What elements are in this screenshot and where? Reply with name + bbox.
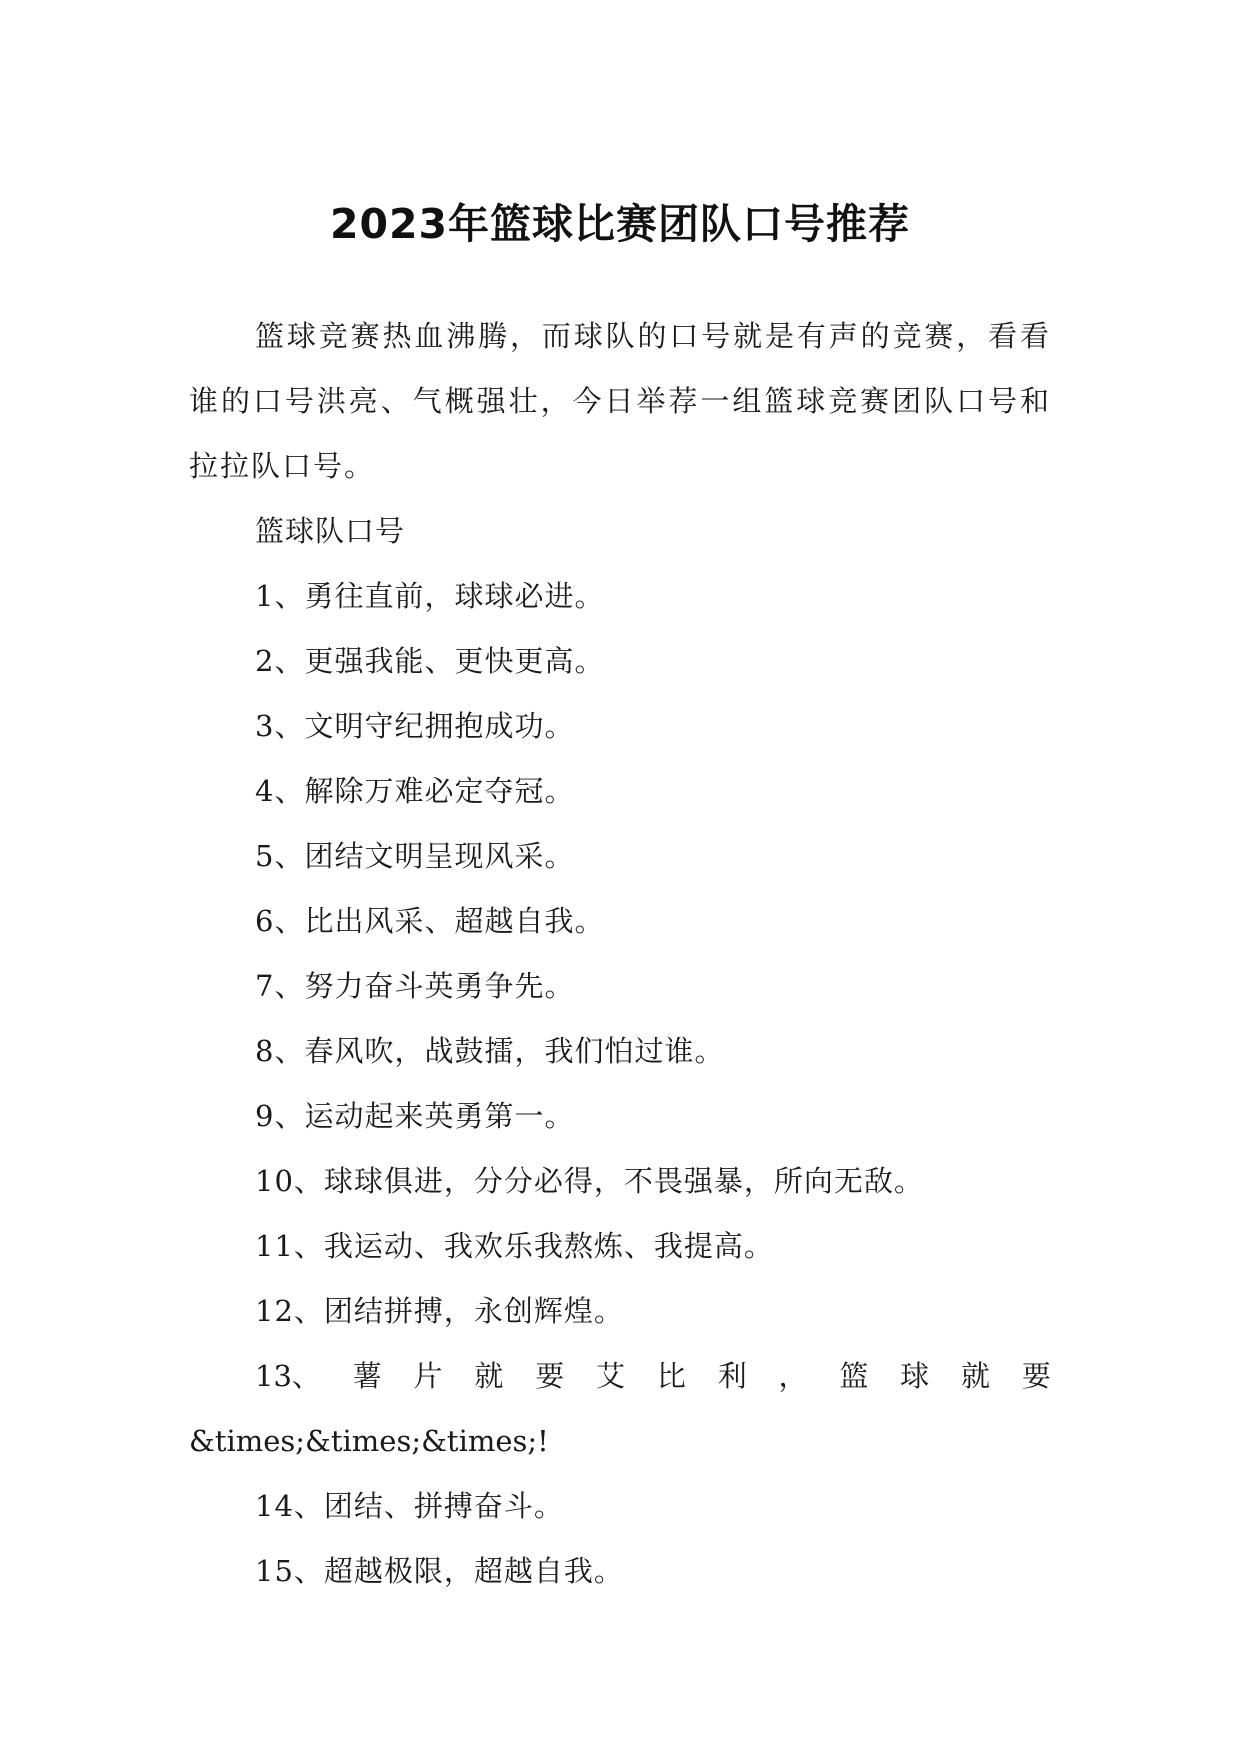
slogan-item: 3、文明守纪拥抱成功。 bbox=[255, 709, 575, 743]
slogan-item: 6、比出风采、超越自我。 bbox=[255, 904, 605, 938]
slogan-13-continuation: &times;&times;&times;! bbox=[189, 1424, 549, 1458]
slogan-item: 7、努力奋斗英勇争先。 bbox=[255, 969, 575, 1003]
slogan-13-part: 片 bbox=[413, 1359, 443, 1393]
page-title: 2023年篮球比赛团队口号推荐 bbox=[329, 200, 911, 248]
slogan-item: 11、我运动、我欢乐我熬炼、我提高。 bbox=[255, 1229, 774, 1263]
slogan-13-part: ， bbox=[778, 1359, 808, 1393]
slogan-item: 10、球球俱进，分分必得，不畏强暴，所向无敌。 bbox=[255, 1164, 924, 1198]
slogan-item: 4、解除万难必定夺冠。 bbox=[255, 774, 575, 808]
slogan-13-part: 球 bbox=[900, 1359, 930, 1393]
slogan-13-part: 利 bbox=[717, 1359, 747, 1393]
slogan-list bbox=[189, 564, 1051, 1279]
document-body bbox=[189, 304, 1051, 1604]
slogan-item-14: 14、团结、拼搏奋斗。 bbox=[255, 1489, 564, 1523]
slogan-item-13 bbox=[189, 1344, 1051, 1409]
slogan-13-part: 要 bbox=[1021, 1359, 1051, 1393]
intro-paragraph: 篮球竞赛热血沸腾，而球队的口号就是有声的竞赛，看看谁的口号洪亮、气概强壮，今日举荐一组篮球竞赛团队口号和拉拉队口号。 bbox=[189, 319, 1051, 483]
slogan-item: 2、更强我能、更快更高。 bbox=[255, 644, 605, 678]
slogan-13-part: 就 bbox=[961, 1359, 991, 1393]
slogan-13-part: 薯 bbox=[352, 1359, 382, 1393]
slogan-item-12: 12、团结拼搏，永创辉煌。 bbox=[255, 1294, 624, 1328]
slogan-13-part: 就 bbox=[474, 1359, 504, 1393]
slogan-13-part: 篮 bbox=[839, 1359, 869, 1393]
section-heading: 篮球队口号 bbox=[255, 514, 406, 548]
slogan-item: 5、团结文明呈现风采。 bbox=[255, 839, 575, 873]
slogan-item-15: 15、超越极限，超越自我。 bbox=[255, 1554, 624, 1588]
slogan-13-part: 要 bbox=[535, 1359, 565, 1393]
slogan-item: 9、运动起来英勇第一。 bbox=[255, 1099, 575, 1133]
slogan-item: 8、春风吹，战鼓擂，我们怕过谁。 bbox=[255, 1034, 725, 1068]
slogan-13-part: 比 bbox=[656, 1359, 686, 1393]
slogan-13-part: 艾 bbox=[596, 1359, 626, 1393]
slogan-item: 1、勇往直前，球球必进。 bbox=[255, 579, 605, 613]
slogan-13-part: 13、 bbox=[255, 1359, 321, 1393]
